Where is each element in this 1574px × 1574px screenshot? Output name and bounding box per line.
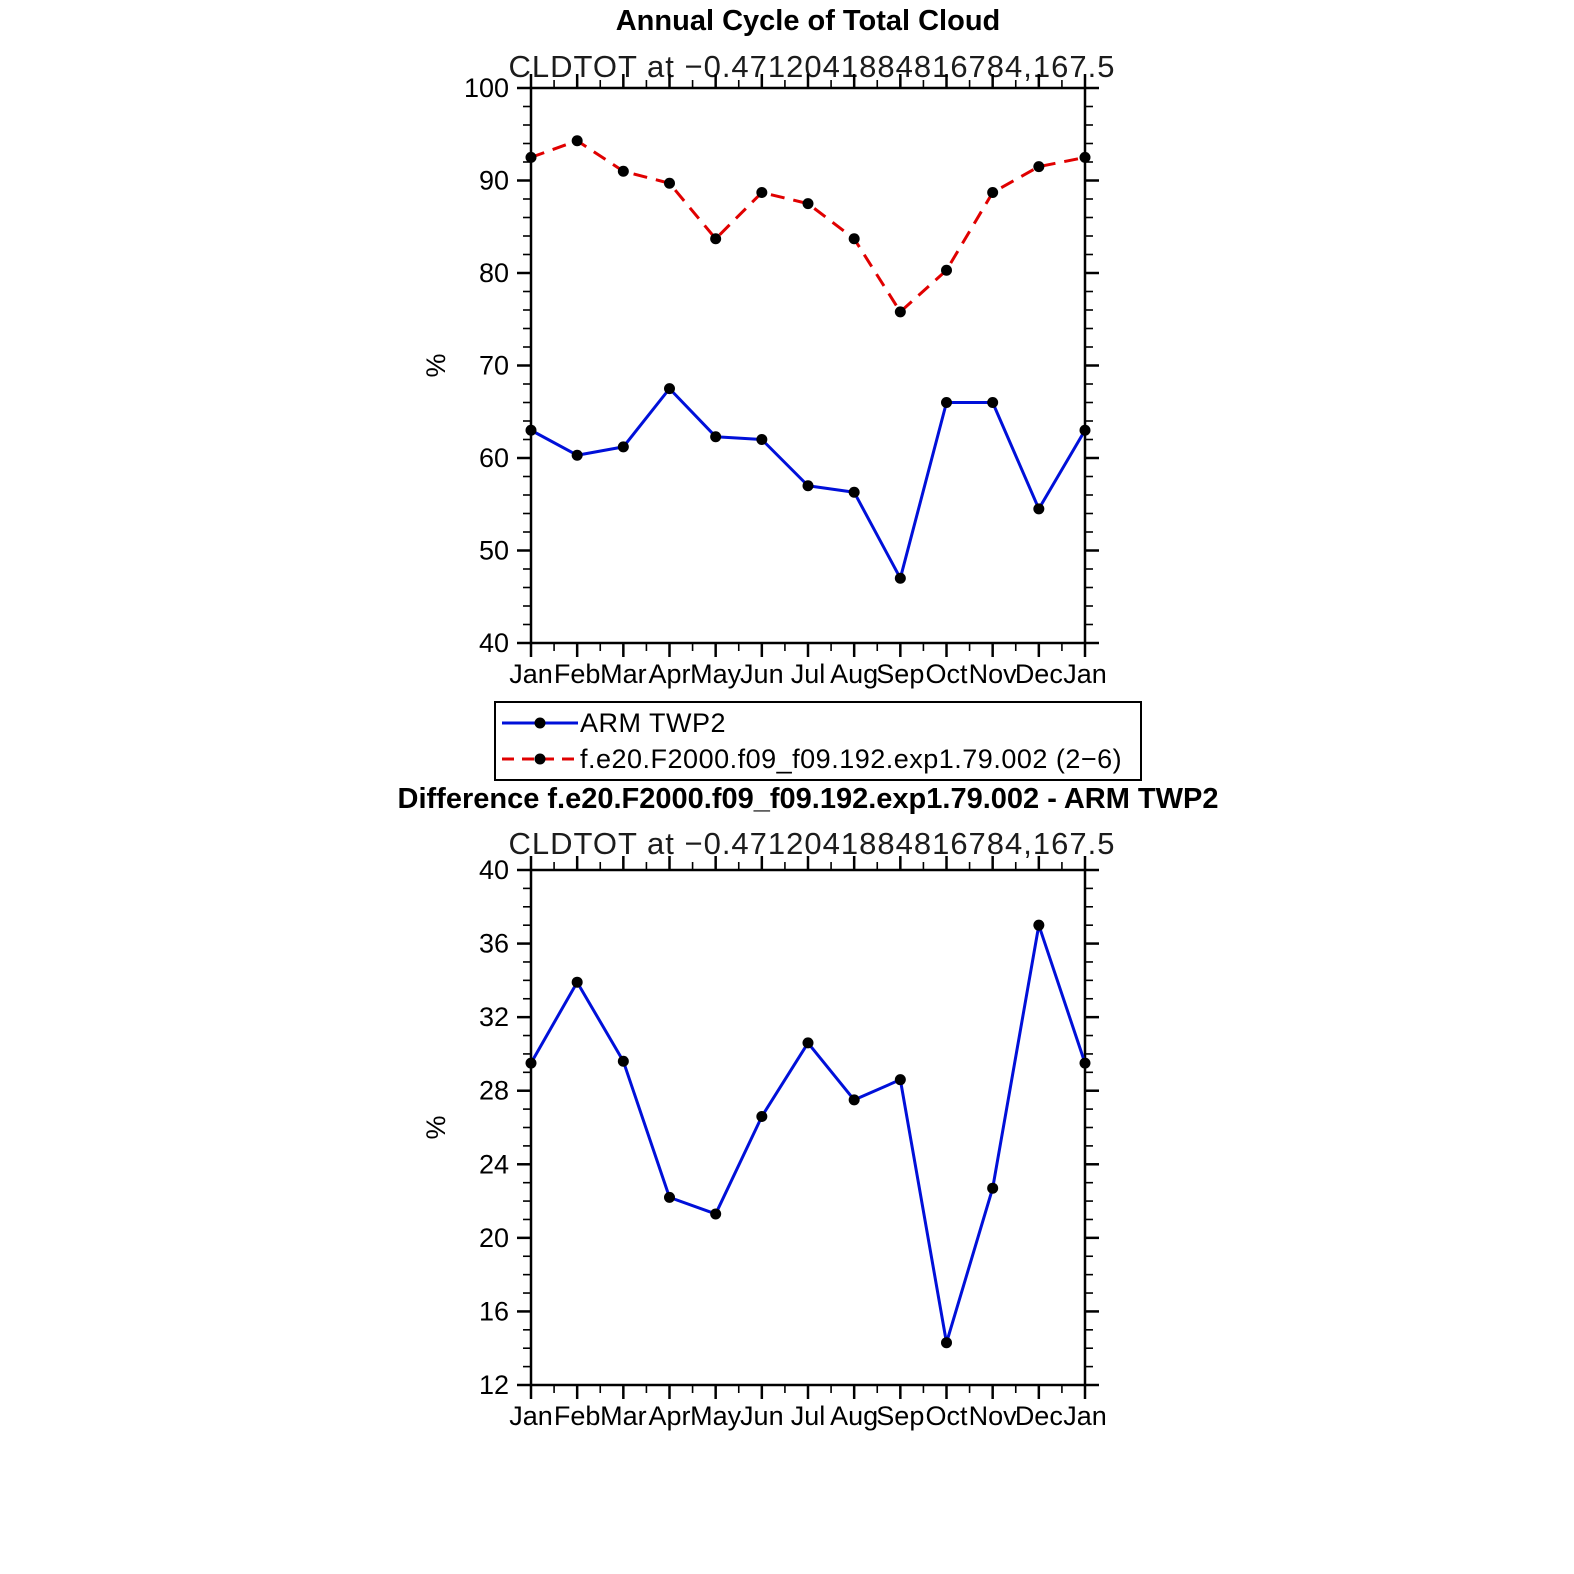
- svg-text:%: %: [421, 1115, 451, 1140]
- svg-text:Sep: Sep: [876, 659, 925, 689]
- svg-text:Jun: Jun: [740, 659, 784, 689]
- legend-box: [494, 701, 1142, 781]
- svg-text:12: 12: [478, 1370, 509, 1400]
- svg-text:Dec: Dec: [1014, 659, 1063, 689]
- svg-text:24: 24: [478, 1149, 509, 1180]
- svg-text:Jan: Jan: [509, 1401, 553, 1431]
- svg-text:Aug: Aug: [830, 1401, 879, 1431]
- svg-text:60: 60: [478, 443, 509, 473]
- legend-line-sample-model-run: [500, 742, 580, 776]
- svg-text:Nov: Nov: [968, 1401, 1017, 1431]
- svg-text:32: 32: [478, 1002, 509, 1033]
- annual-cycle-plot-area: [421, 73, 1107, 689]
- svg-text:Jul: Jul: [790, 1401, 826, 1431]
- svg-text:Jan: Jan: [509, 659, 553, 689]
- svg-text:Aug: Aug: [830, 659, 879, 689]
- svg-text:Feb: Feb: [553, 1401, 601, 1431]
- svg-text:100: 100: [463, 73, 509, 103]
- svg-text:16: 16: [478, 1296, 509, 1327]
- svg-text:36: 36: [478, 928, 509, 959]
- svg-text:Sep: Sep: [876, 1401, 925, 1431]
- svg-text:%: %: [421, 353, 451, 378]
- legend-line-sample-arm-twp2: [500, 706, 580, 740]
- legend-item-arm-twp2: [500, 705, 1136, 741]
- annual-cycle-chart: [0, 0, 1574, 700]
- svg-text:Oct: Oct: [925, 1401, 968, 1431]
- svg-text:Jun: Jun: [740, 1401, 784, 1431]
- svg-text:Mar: Mar: [600, 659, 647, 689]
- difference-subtitle: CLDTOT at −0.4712041884816784,167.5: [508, 826, 1116, 861]
- svg-text:Jul: Jul: [790, 659, 826, 689]
- difference-plot-area: [421, 855, 1107, 1431]
- legend-label-arm-twp2: ARM TWP2: [580, 707, 727, 738]
- svg-text:Apr: Apr: [648, 659, 691, 689]
- svg-text:Nov: Nov: [968, 659, 1017, 689]
- annual-cycle-subtitle: CLDTOT at −0.4712041884816784,167.5: [508, 49, 1116, 84]
- svg-text:Mar: Mar: [600, 1401, 647, 1431]
- svg-text:Apr: Apr: [648, 1401, 691, 1431]
- legend-item-model-run: [500, 741, 1136, 777]
- difference-chart: [0, 780, 1574, 1480]
- svg-text:50: 50: [478, 535, 509, 566]
- svg-text:Dec: Dec: [1014, 1401, 1063, 1431]
- svg-text:May: May: [690, 659, 742, 689]
- svg-text:Oct: Oct: [925, 659, 968, 689]
- legend-label-model-run: f.e20.F2000.f09_f09.192.exp1.79.002 (2−6): [580, 743, 1123, 774]
- svg-text:90: 90: [478, 165, 509, 196]
- svg-text:28: 28: [478, 1075, 509, 1106]
- difference-title: Difference f.e20.F2000.f09_f09.192.exp1.79.002 - ARM TWP2: [397, 783, 1219, 815]
- svg-text:40: 40: [478, 855, 509, 885]
- svg-text:Jan: Jan: [1063, 1401, 1107, 1431]
- annual-cycle-title: Annual Cycle of Total Cloud: [615, 5, 1001, 37]
- svg-text:70: 70: [478, 350, 509, 381]
- svg-text:80: 80: [478, 258, 509, 288]
- svg-text:40: 40: [478, 628, 509, 658]
- svg-text:Feb: Feb: [553, 659, 601, 689]
- svg-text:May: May: [690, 1401, 742, 1431]
- svg-text:Jan: Jan: [1063, 659, 1107, 689]
- svg-text:20: 20: [478, 1222, 509, 1253]
